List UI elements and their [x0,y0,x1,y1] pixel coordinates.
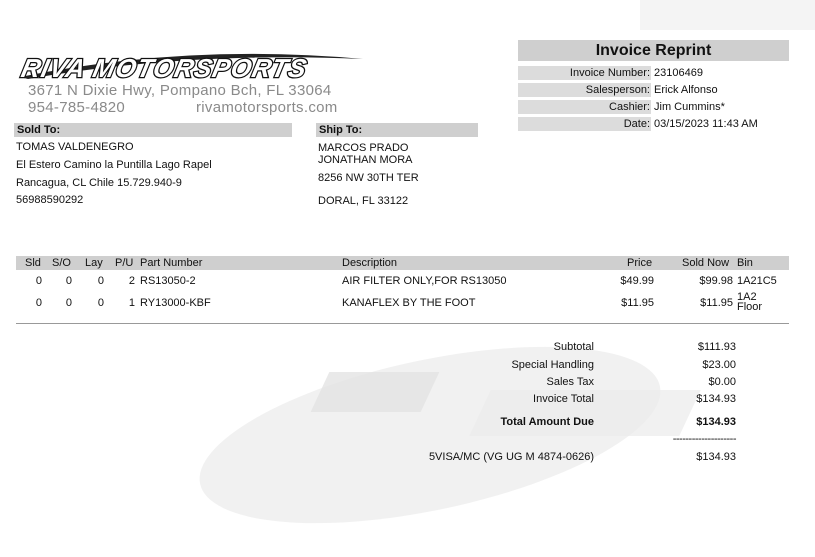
cell-description: KANAFLEX BY THE FOOT [342,297,476,309]
invoice-number-label: Invoice Number: [518,66,651,80]
handling-value: $23.00 [702,359,736,371]
cell-pu: 2 [128,275,135,287]
payment-value: $134.93 [696,451,736,463]
col-lay: Lay [85,257,103,269]
cashier-row [518,100,789,114]
date-label: Date: [518,117,651,131]
invoice-total-value: $134.93 [696,393,736,405]
watermark-shape [640,0,815,30]
col-sld: Sld [25,257,41,269]
company-logo [18,49,363,85]
cashier-value: Jim Cummins* [654,101,725,113]
subtotal-value: $111.93 [697,341,736,353]
amount-due-label: Total Amount Due [500,416,594,428]
cell-bin: 1A2 [737,291,757,303]
cell-price: $49.99 [620,275,654,287]
tax-label: Sales Tax [546,376,594,388]
invoice-total-label: Invoice Total [533,393,594,405]
date-row [518,117,789,131]
col-description: Description [342,257,398,269]
totals-divider: -------------------- [672,433,736,445]
ship-to-line: JONATHAN MORA [318,154,413,166]
cell-lay: 0 [97,297,104,309]
sold-to-line: TOMAS VALDENEGRO [16,141,134,153]
cell-price: $11.95 [621,297,654,309]
cell-description: AIR FILTER ONLY,FOR RS13050 [342,275,507,287]
company-website: rivamotorsports.com [196,99,338,116]
cell-sld: 0 [35,275,42,287]
cashier-label: Cashier: [518,100,651,114]
cell-so: 0 [65,275,72,287]
cell-sold-now: $11.95 [700,297,733,309]
cell-part-number: RY13000-KBF [140,297,211,309]
cell-bin: 1A21C5 [737,275,777,287]
cell-so: 0 [65,297,72,309]
ship-to-line: 8256 NW 30TH TER [318,172,419,184]
table-divider [16,323,789,324]
sold-to-line: El Estero Camino la Puntilla Lago Rapel [16,159,212,171]
table-row [16,274,789,290]
company-address: 3671 N Dixie Hwy, Pompano Bch, FL 33064 [28,82,332,99]
sold-to-line: 56988590292 [16,194,84,206]
col-pu: P/U [115,257,134,269]
subtotal-label: Subtotal [553,341,594,353]
salesperson-label: Salesperson: [518,83,651,97]
invoice-number-value: 23106469 [654,67,703,79]
col-price: Price [627,257,653,269]
items-table-header [16,256,789,270]
invoice-title: Invoice Reprint [518,40,789,61]
date-value: 03/15/2023 11:43 AM [654,118,758,130]
amount-due-value: $134.93 [696,416,736,428]
salesperson-row [518,83,789,97]
payment-label: 5VISA/MC (VG UG M 4874-0626) [428,451,594,463]
cell-pu: 1 [128,297,135,309]
col-so: S/O [52,257,71,269]
cell-lay: 0 [97,275,104,287]
cell-sold-now: $99.98 [699,275,733,287]
invoice-number-row [518,66,789,80]
col-sold-now: Sold Now [682,257,730,269]
ship-to-line: DORAL, FL 33122 [318,195,409,207]
col-bin: Bin [737,257,753,269]
company-phone: 954-785-4820 [28,99,126,116]
handling-label: Special Handling [511,359,594,371]
ship-to-line: MARCOS PRADO [318,142,409,154]
col-part-number: Part Number [140,257,203,269]
table-row [16,291,789,320]
cell-sld: 0 [35,297,42,309]
salesperson-value: Erick Alfonso [654,84,718,96]
sold-to-line: Rancagua, CL Chile 15.729.940-9 [16,177,182,189]
cell-bin-location: Floor [737,301,763,313]
cell-part-number: RS13050-2 [140,275,196,287]
watermark-shape [311,372,440,412]
ship-to-heading: Ship To: [316,123,478,137]
sold-to-heading: Sold To: [14,123,292,137]
tax-value: $0.00 [708,376,736,388]
logo-text: RIVA MOTORSPORTS [18,53,311,83]
